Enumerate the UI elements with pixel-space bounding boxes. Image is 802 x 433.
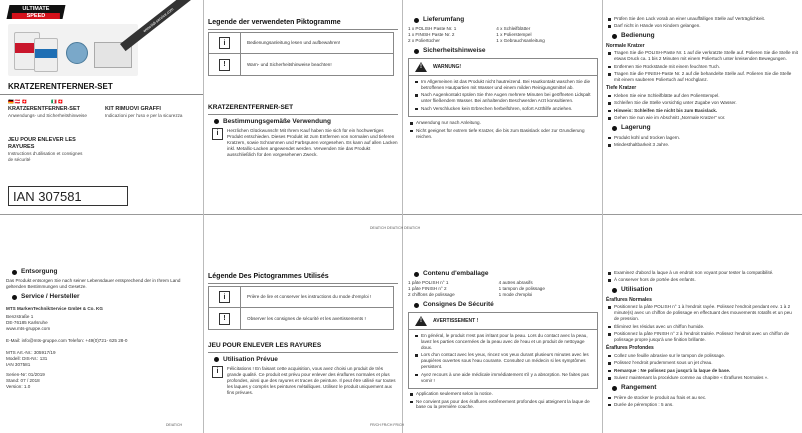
storage-bullet: Produkt kühl und trocken lagern. — [606, 135, 798, 141]
company-name: MTS MarkenTechnikService GmbH & Co. KG — [6, 305, 103, 311]
scope-list-fr — [408, 280, 598, 298]
scope-heading-fr: Contenu d'emballage — [414, 270, 598, 278]
lang-block-it — [105, 106, 195, 119]
legend-row — [209, 54, 393, 75]
cover-flags: 🇩🇪 🇦🇹 🇨🇭 🇮🇹 🇨🇭 — [8, 99, 64, 104]
product-image — [8, 24, 138, 76]
lang-de-title: KRATZERENTFERNER-SET — [8, 106, 81, 112]
extra-bullet: Ne convient pas pour des éraflures extrêmement profondes qui atteignent la laque de base ou la première couche. — [408, 399, 598, 411]
safety-bullet: Im Allgemeinen ist das Produkt nicht hautreizend. Bei Hautkontakt waschen Sie die betroffenen Hautpartien mit Wasser und einem milden Reinigungsmittel ab. — [413, 79, 593, 91]
safety-heading-de: Sicherheitshinweise — [414, 47, 598, 55]
manual-icon: i — [212, 128, 223, 140]
normal-bullet: Éliminez les résidus avec un chiffon humide. — [606, 324, 798, 330]
warning-triangle-icon: ! — [415, 316, 427, 326]
safety-bullet: En général, le produit n'est pas irritant pour la peau. Lors du contact avec la peau, lavez les parties concernées de la peau avec de l'eau et un produit de nettoyage doux. — [413, 333, 593, 351]
scope-item: 4 x Schleifblätter — [496, 26, 531, 32]
panel-fr-legend — [208, 272, 398, 422]
address-line: DE-76185 Karlsruhe — [6, 319, 48, 325]
address-line: www.mts-gruppe.com — [6, 325, 51, 331]
lang-it-sub: Indicazioni per l'uso e per la sicurezza — [105, 113, 183, 119]
storage-bullet: Prière de stocker le produit au frais et au sec. — [606, 395, 798, 401]
lang-fr-sub: Instructions d'utilisation et consignes de sécurité — [8, 151, 83, 163]
usage-heading-fr: Utilisation — [612, 286, 798, 294]
warning-content-fr — [408, 330, 598, 389]
scope-item: 1 x Gebrauchsanleitung — [496, 38, 545, 44]
warning-manual-icon: ! — [219, 59, 230, 71]
sanding-discs — [66, 42, 88, 64]
legend-title-fr: Légende Des Pictogrammes Utilisés — [208, 272, 398, 284]
extra-bullet: Anwendung nur nach Anleitung. — [408, 120, 598, 126]
website-banner: www.lidl-service.com — [120, 0, 196, 51]
scope-item: 2 chiffons de polissage — [408, 292, 455, 298]
storage-bullet: Durée de péremption : 5 ans. — [606, 402, 798, 408]
usage-text-fr: Félicitations ! En faisant cette acquisition, vous avez choisi un produit de très grande qualité. Ce produit est prévu pour enlever des éraflures normales et plus profondes, ainsi que des rayures et traces de peinture. Il peut être utilisé sur toutes les laques y compris les peintures métalliques. Utilisez le produit uniquement aux fins prévues. — [227, 365, 396, 395]
deep-bullet: Kleben Sie eine Schleifblätte auf den Polierstempel. — [606, 93, 798, 99]
hint-text: Remarque : Ne polissez pas jusqu'à la laque de base. — [606, 368, 798, 374]
legend-row — [209, 33, 393, 54]
deep-scratches-title: Tiefe Kratzer — [606, 85, 637, 92]
legend-table-fr — [208, 286, 394, 330]
storage-heading-fr: Rangement — [612, 384, 798, 392]
manual-icon: i — [219, 37, 230, 49]
storage-heading-de: Lagerung — [612, 124, 798, 132]
page-footer-de2: DE/AT/CH — [166, 423, 183, 427]
lang-it-title: KIT RIMUOVI GRAFFI — [105, 106, 161, 112]
panel-de-disposal — [6, 268, 200, 418]
logo-line2: SPEED — [12, 13, 60, 19]
panel-fr-usage — [606, 270, 798, 420]
tube-finish — [34, 38, 58, 72]
extra-bullet: Nicht geeignet für extrem tiefe Kratzer, die bis zum Basislack oder zur Grundierung reichen. — [408, 128, 598, 140]
normal-bullet: Positionnez la pâte POLISH n° 1 à l'endroit rayée. Polissez l'endroit pendant env. 1 à 2 minute(s) avec un chiffon de polissage en effectuant des mouvements rotatifs et un peu de pression. — [606, 304, 798, 322]
panel-de-legend — [208, 18, 398, 214]
top-bullet: Prüfen Sie den Lack vorab an einer unauffälligen Stelle auf Verträglichkeit. — [606, 16, 798, 22]
deep-scratches-title: Éraflures Profondes — [606, 345, 654, 352]
page-footer-de: DE/AT/CH DE/AT/CH DE/AT/CH — [370, 226, 421, 230]
meta-line: MTS Art.-Nr.: 305917/19 — [6, 349, 56, 355]
usage-heading-fr: Utilisation Prévue — [214, 356, 398, 364]
warning-manual-icon: ! — [219, 313, 230, 325]
cover-title: KRATZERENTFERNER-SET — [8, 82, 113, 91]
safety-bullet: Ayez recours à une aide médicale immédiatement s'il y a absorption. Ne faites pas vomir ! — [413, 372, 593, 384]
legend-text: Prière de lire et conserver les instructions du mode d'emploi ! — [247, 294, 372, 300]
panel-de-usage — [606, 16, 798, 214]
safety-heading-fr: Consignes De Sécurité — [414, 301, 598, 309]
safety-bullet: Nach Augenkontakt spülen Sie Ihre Augen mehrere Minuten bei geöffneten Lidspalt unter fließendem Wasser. Bei anhaltenden Beschwerden Arzt konsultieren. — [413, 92, 593, 104]
service-heading: Service / Hersteller — [12, 293, 200, 301]
hint2-text: Gehen Sie nun wie im Abschnitt „Normale Kratzer" vor. — [606, 115, 798, 121]
hint2-text: Suivez maintenant la procédure comme au chapitre « Éraflures Normales ». — [606, 375, 798, 381]
meta-line: Modell: DIS-Nr.: 131 — [6, 355, 48, 361]
panel-fr-scope — [408, 270, 598, 420]
logo-line1: ULTIMATE — [22, 6, 50, 12]
normal-bullet: Positionnez la pâte FINISH n° 2 à l'endroit traitée. Polissez l'endroit avec un chiffon de polissage propre jusqu'à une finition brillante. — [606, 331, 798, 343]
scope-item: 1 mode d'emploi — [498, 292, 533, 298]
lang-fr-title: JEU POUR ENLEVER LES RAYURES — [8, 137, 76, 151]
safety-bullet: Nach Verschlucken kein Erbrechen herbeiführen, sofort Arzthilfe anziehen. — [413, 106, 593, 112]
warning-label: WARNUNG! — [433, 63, 462, 70]
disposal-text: Das Produkt entsorgen Sie nach seiner Lebensdauer entsprechend der in Ihrem Land geltenden Bestimmungen und Gesetze. — [6, 278, 181, 290]
extra-bullet: Application seulement selon la notice. — [408, 391, 598, 397]
lang-block-fr — [8, 137, 88, 163]
scope-item: 1 x Polierstempel — [496, 32, 532, 38]
meta-line: IAN 307581 — [6, 361, 31, 367]
top-bullet: À conserver hors de portée des enfants. — [606, 277, 798, 283]
normal-bullet: Entfernen Sie Rückstände mit einem feuchten Tuch. — [606, 64, 798, 70]
cover-panel — [0, 0, 203, 214]
legend-text: Bedienungsanleitung lesen und aufbewahren! — [247, 40, 341, 46]
panel-de-scope — [408, 16, 598, 214]
scope-item: 1 tampon de polissage — [498, 286, 545, 292]
scope-item: 2 x Poliertücher — [408, 38, 440, 44]
warning-box-de — [408, 58, 598, 76]
contact-line: E-Mail: info@mts-gruppe.com Telefon: +49(0)721- 625 28-0 — [6, 337, 128, 343]
legend-text: Warn- und Sicherheitshinweise beachten! — [247, 61, 332, 67]
main-title-fr: JEU POUR ENLEVER LES RAYURES — [208, 342, 398, 352]
legend-text: Observer les consignes de sécurité et les avertissements ! — [247, 315, 366, 321]
scope-item: 4 autres abrasifs — [498, 280, 533, 286]
manual-icon: i — [212, 366, 223, 378]
top-bullet: Examinez d'abord la laque à un endroit non voyant pour tester la compatibilité. — [606, 270, 798, 276]
brand-logo — [7, 5, 66, 19]
normal-bullet: Tragen Sie die POLISH-Paste Nr. 1 auf die verkratzte Stelle auf. Polieren Sie die Stelle mit etwas Druck ca. 1 bis 2 Minuten mit einem Poliertuch unter kreisenden Bewegungen. — [606, 50, 798, 62]
scope-item: 1 x FINISH Paste Nr. 2 — [408, 32, 455, 38]
meta-line: Version: 1.0 — [6, 383, 31, 389]
legend-row — [209, 308, 393, 329]
address-line: Benzstraße 1 — [6, 313, 34, 319]
normal-bullet: Tragen Sie die FINISH-Paste Nr. 2 auf die behandelte Stelle auf. Polieren Sie die Stelle mit einem sauberen Poliertuch auf Hochglanz. — [606, 71, 798, 83]
hint-text: Hinweis: Schleifen Sie nicht bis zum Basislack. — [606, 108, 798, 114]
scope-item: 1 pâte POLISH n° 1 — [408, 280, 449, 286]
lang-de-sub: Anwendungs- und Sicherheitshinweise — [8, 113, 87, 119]
page-footer-fr: FR/CH FR/CH FR/CH — [370, 423, 405, 427]
disposal-heading: Entsorgung — [12, 268, 200, 276]
top-bullet: Darf nicht in Hände von Kindern gelangen. — [606, 23, 798, 29]
normal-scratches-title: Normale Kratzer — [606, 42, 645, 49]
ian-box: IAN 307581 — [8, 186, 128, 206]
usage-heading-de: Bedienung — [612, 32, 798, 40]
usage-text-de: Herzlichen Glückwunsch! Mit Ihrem Kauf haben Sie sich für ein hochwertiges Produkt entschieden. Dieses Produkt ist zum Entfernen von normalen und tieferen Kratzern, sowie Schrammen und Farbspuren vorgesehen. Es kann auf allen Lacken inkl. Metallic-Lacken angewendet werden. Verwenden Sie das Produkt ausschließlich für den vorgesehenen Zweck. — [227, 127, 398, 157]
manual-icon: i — [219, 291, 230, 303]
scope-list-de — [408, 26, 598, 44]
usage-heading-de: Bestimmungsgemäße Verwendung — [214, 118, 398, 126]
safety-bullet: Lors d'un contact avec les yeux, rincez vos yeux durant plusieurs minutes avec les paupières ouvertes sous l'eau courante. Consultez un médecin si les symptômes persistent. — [413, 352, 593, 370]
scope-heading-de: Lieferumfang — [414, 16, 598, 24]
lang-block-de — [8, 106, 98, 119]
deep-bullet: Polissez l'endroit prudemment sous un jet d'eau. — [606, 360, 798, 366]
deep-bullet: Schleifen Sie die Stelle vorsichtig unter Zugabe von Wasser. — [606, 100, 798, 106]
legend-table-de — [208, 32, 394, 76]
warning-triangle-icon: ! — [415, 62, 427, 72]
storage-bullet: Mindesthaltbarkeit 3 Jahre. — [606, 142, 798, 148]
normal-scratches-title: Éraflures Normales — [606, 296, 652, 303]
legend-row — [209, 287, 393, 308]
scope-item: 1 x POLISH Paste Nr. 1 — [408, 26, 457, 32]
warning-label: AVERTISSEMENT ! — [433, 317, 479, 324]
meta-line: Serien-Nr: 01/2019 — [6, 371, 45, 377]
scope-item: 1 pâte FINISH n° 2 — [408, 286, 447, 292]
deep-bullet: Collez une feuille abrasive sur le tampon de polissage. — [606, 353, 798, 359]
warning-box-fr — [408, 312, 598, 330]
warning-content-de — [408, 76, 598, 117]
meta-line: Stand: 07 / 2018 — [6, 377, 40, 383]
legend-title-de: Legende der verwendeten Piktogramme — [208, 18, 398, 30]
main-title-de: KRATZERENTFERNER-SET — [208, 104, 398, 114]
